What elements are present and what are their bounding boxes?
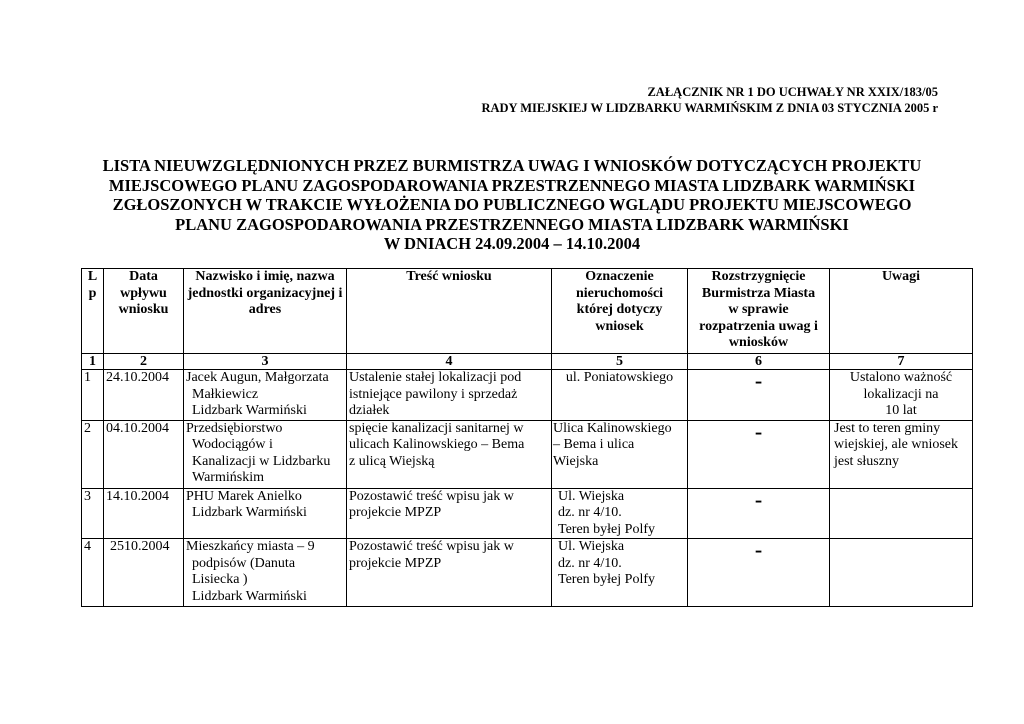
title-line-4: PLANU ZAGOSPODAROWANIA PRZESTRZENNEGO MIASTA LIDZBARK WARMIŃSKI <box>175 214 849 234</box>
cell-content <box>347 539 552 607</box>
cell-property-line: Wiejska <box>553 453 599 469</box>
cell-property <box>552 488 688 539</box>
header-name-line: adres <box>248 302 282 317</box>
cell-notes <box>830 539 973 607</box>
header-date-line: wniosku <box>118 302 169 317</box>
cell-name-line: Przedsiębiorstwo <box>186 420 283 436</box>
cell-content-line: spięcie kanalizacji sanitarnej w <box>349 420 524 436</box>
cell-notes-line: Jest to teren gminy <box>834 420 941 436</box>
cell-content <box>347 488 552 539</box>
table-row <box>82 488 973 539</box>
cell-property-line: ul. Poniatowskiego <box>565 370 674 385</box>
cell-lp: 1 <box>82 370 104 421</box>
table-number-row <box>82 354 973 370</box>
cell-property-line: Teren byłej Polfy <box>558 521 655 537</box>
cell-content-line: projekcie MPZP <box>349 505 442 520</box>
cell-name-line: Jacek Augun, Małgorzata <box>186 370 329 385</box>
cell-property <box>552 420 688 488</box>
cell-content <box>347 370 552 421</box>
cell-name-line: Lidzbark Warmiński <box>192 588 307 604</box>
document-header <box>481 84 938 116</box>
cell-notes-line: jest słuszny <box>834 453 899 469</box>
title-line-3: ZGŁOSZONYCH W TRAKCIE WYŁOŻENIA DO PUBLICZNEGO WGLĄDU PROJEKTU MIEJSCOWEGO <box>112 195 912 214</box>
cell-notes <box>830 370 973 421</box>
header-lp-line: p <box>88 285 97 301</box>
cell-property <box>552 370 688 421</box>
cell-property-line: dz. nr 4/10. <box>558 505 622 520</box>
header-decision-line: w sprawie <box>728 302 789 317</box>
header-date-line: Data <box>129 269 158 284</box>
header-property-line: której dotyczy <box>576 302 663 317</box>
header-notes-line: Uwagi <box>881 269 921 284</box>
cell-content-line: Pozostawić treść wpisu jak w <box>349 488 514 504</box>
column-number: 3 <box>184 354 347 370</box>
column-number: 2 <box>104 354 184 370</box>
header-name-line: jednostki organizacyjnej i <box>187 285 343 301</box>
cell-property-line: Teren byłej Polfy <box>558 572 655 587</box>
cell-name-line: podpisów (Danuta <box>192 555 296 571</box>
header-property <box>552 269 688 354</box>
cell-name-line: Małkiewicz <box>192 386 259 402</box>
table-header-row <box>82 269 973 354</box>
cell-name-line: Warmińskim <box>192 470 264 485</box>
cell-content-line: projekcie MPZP <box>349 555 442 571</box>
cell-name-line: Mieszkańcy miasta – 9 <box>186 539 315 554</box>
header-council-line: RADY MIEJSKIEJ W LIDZBARKU WARMIŃSKIM Z DNIA 03 STYCZNIA 2005 r <box>481 101 938 115</box>
column-number: 7 <box>830 354 973 370</box>
cell-content-line: działek <box>349 403 390 418</box>
header-decision-line: Burmistrza Miasta <box>701 285 816 301</box>
column-number: 6 <box>688 354 830 370</box>
cell-property <box>552 539 688 607</box>
header-date <box>104 269 184 354</box>
header-decision-line: Rozstrzygnięcie <box>711 269 806 284</box>
cell-notes <box>830 420 973 488</box>
header-decision-line: rozpatrzenia uwag i <box>699 318 818 334</box>
table-row <box>82 420 973 488</box>
header-attachment-line: ZAŁĄCZNIK NR 1 DO UCHWAŁY NR XXIX/183/05 <box>647 85 938 99</box>
cell-decision: - <box>688 488 830 539</box>
cell-decision: - <box>688 420 830 488</box>
header-property-line: wniosek <box>595 318 644 334</box>
cell-lp: 4 <box>82 539 104 607</box>
column-number: 5 <box>552 354 688 370</box>
document-title <box>60 156 964 254</box>
cell-name <box>184 539 347 607</box>
title-line-1: LISTA NIEUWZGLĘDNIONYCH PRZEZ BURMISTRZA UWAG I WNIOSKÓW DOTYCZĄCYCH PROJEKTU <box>102 156 922 175</box>
cell-name <box>184 488 347 539</box>
cell-property-line: – Bema i ulica <box>553 437 635 452</box>
title-line-2: MIEJSCOWEGO PLANU ZAGOSPODAROWANIA PRZESTRZENNEGO MIASTA LIDZBARK WARMIŃSKI <box>108 175 916 195</box>
cell-notes <box>830 488 973 539</box>
cell-notes-line: Ustalono ważność <box>849 370 953 385</box>
cell-name-line: Lidzbark Warmiński <box>192 505 307 520</box>
title-line-5: W DNIACH 24.09.2004 – 14.10.2004 <box>383 234 641 253</box>
column-number: 1 <box>82 354 104 370</box>
cell-content-line: Pozostawić treść wpisu jak w <box>349 539 514 554</box>
cell-content-line: istniejące pawilony i sprzedaż <box>349 386 518 402</box>
cell-name <box>184 420 347 488</box>
cell-date: 2510.2004 <box>104 539 184 607</box>
requests-table <box>81 268 973 607</box>
header-property-line: nieruchomości <box>575 285 664 301</box>
cell-content-line: ulicach Kalinowskiego – Bema <box>349 437 525 452</box>
cell-decision: - <box>688 539 830 607</box>
table-row <box>82 539 973 607</box>
cell-content-line: z ulicą Wiejską <box>349 453 435 469</box>
header-content-line: Treść wniosku <box>406 269 492 284</box>
cell-property-line: dz. nr 4/10. <box>558 555 622 571</box>
cell-date: 04.10.2004 <box>104 420 184 488</box>
column-number: 4 <box>347 354 552 370</box>
header-decision <box>688 269 830 354</box>
header-notes <box>830 269 973 354</box>
header-date-line: wpływu <box>120 285 167 301</box>
cell-property-line: Ul. Wiejska <box>558 488 625 504</box>
cell-notes-line: 10 lat <box>885 403 917 418</box>
header-name-line: Nazwisko i imię, nazwa <box>195 269 335 284</box>
table-row <box>82 370 973 421</box>
cell-name-line: Wodociągów i <box>192 437 273 452</box>
cell-notes-line: wiejskiej, ale wniosek <box>834 437 959 452</box>
cell-property-line: Ulica Kalinowskiego <box>553 420 672 436</box>
cell-content <box>347 420 552 488</box>
cell-date: 24.10.2004 <box>104 370 184 421</box>
cell-lp: 2 <box>82 420 104 488</box>
header-content <box>347 269 552 354</box>
header-property-line: Oznaczenie <box>585 269 654 284</box>
cell-name-line: Lisiecka ) <box>192 572 248 587</box>
cell-name-line: PHU Marek Anielko <box>186 488 302 504</box>
cell-name <box>184 370 347 421</box>
header-decision-line: wniosków <box>728 335 789 350</box>
cell-notes-line: lokalizacji na <box>863 386 939 402</box>
cell-name-line: Kanalizacji w Lidzbarku <box>192 453 331 469</box>
cell-decision: - <box>688 370 830 421</box>
header-name <box>184 269 347 354</box>
header-lp-line: L <box>87 269 98 284</box>
cell-content-line: Ustalenie stałej lokalizacji pod <box>349 370 522 385</box>
cell-date: 14.10.2004 <box>104 488 184 539</box>
header-lp <box>82 269 104 354</box>
cell-property-line: Ul. Wiejska <box>558 539 625 554</box>
cell-name-line: Lidzbark Warmiński <box>192 403 307 418</box>
cell-lp: 3 <box>82 488 104 539</box>
